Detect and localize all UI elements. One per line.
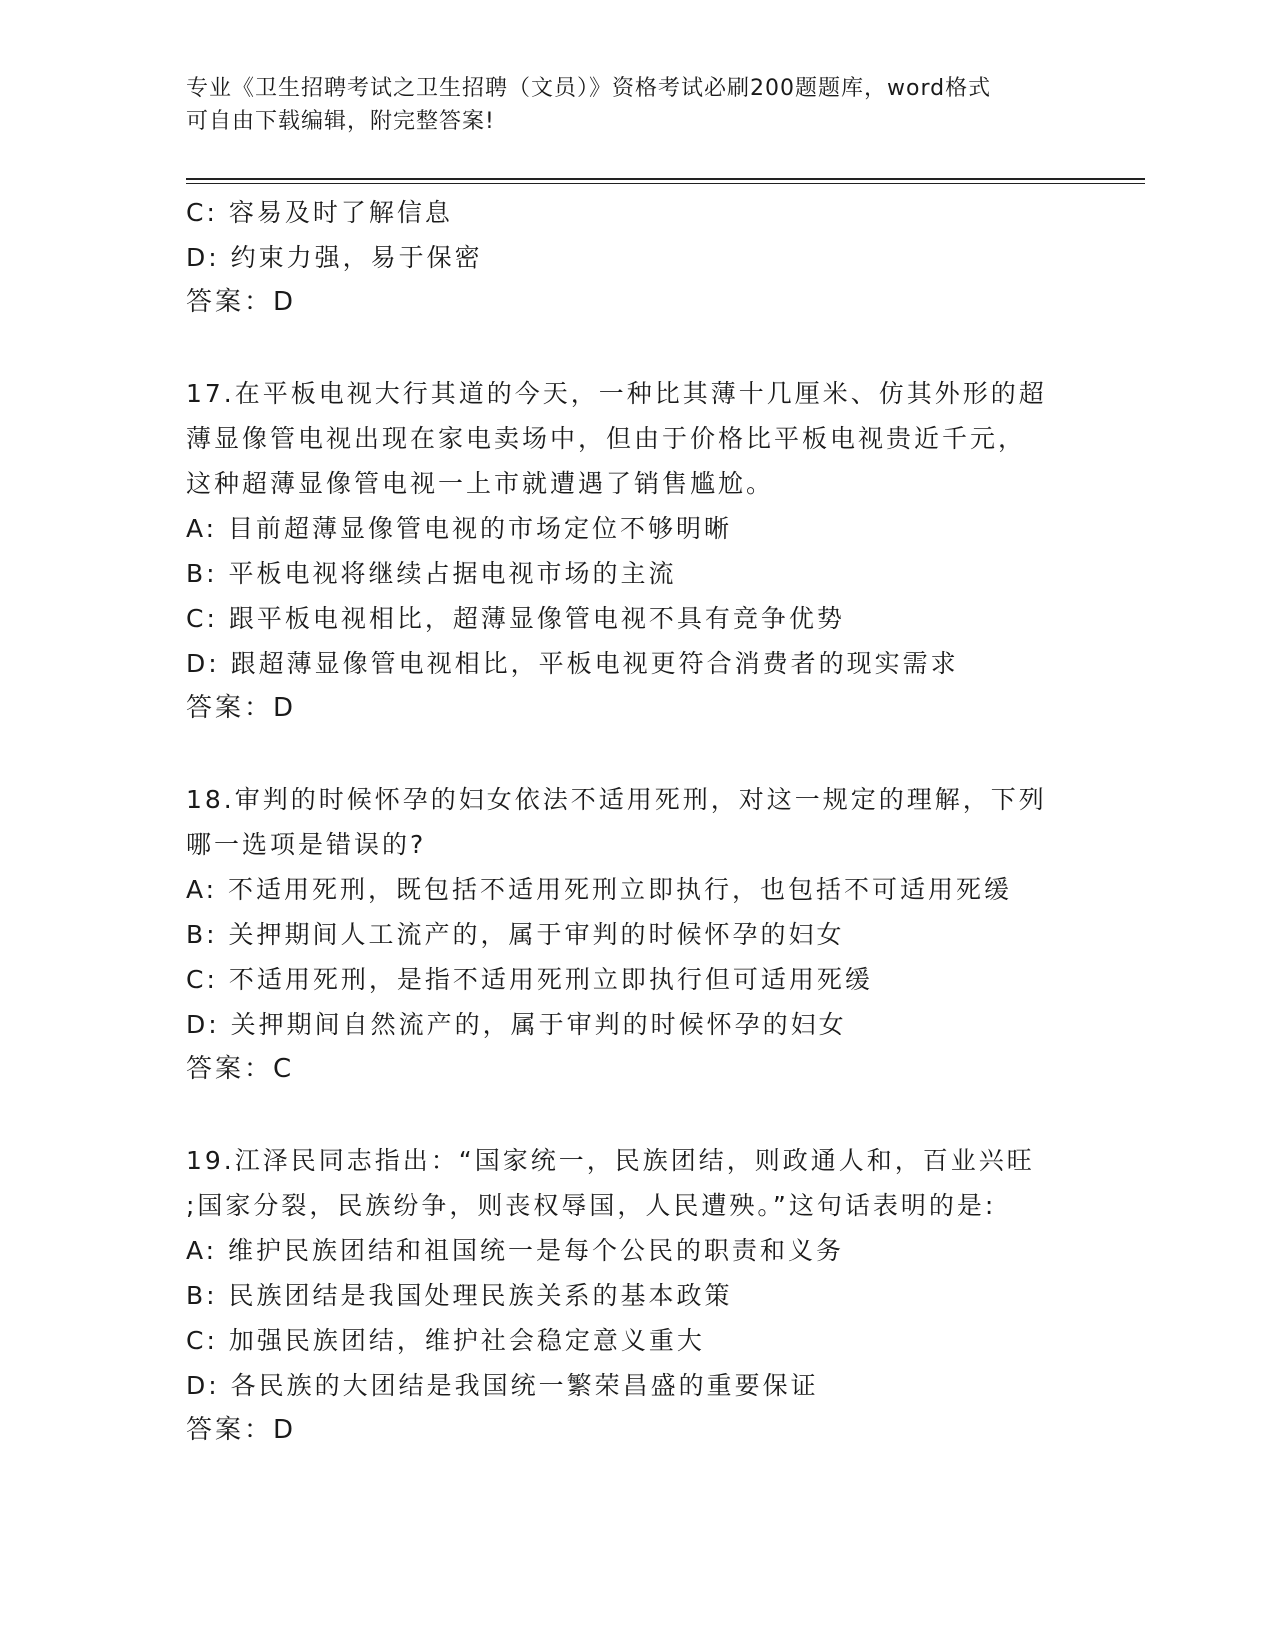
page-header bbox=[186, 72, 1086, 138]
option-b: B: 平板电视将继续占据电视市场的主流 bbox=[186, 559, 677, 588]
answer-line: 答案：D bbox=[186, 1415, 297, 1445]
header-line-1: 专业《卫生招聘考试之卫生招聘（文员）》资格考试必刷200题题库，word格式 bbox=[186, 76, 992, 101]
option-d: D: 关押期间自然流产的，属于审判的时候怀孕的妇女 bbox=[186, 1010, 847, 1039]
option-c: C: 加强民族团结，维护社会稳定意义重大 bbox=[186, 1326, 705, 1355]
option-d: D: 约束力强，易于保密 bbox=[186, 243, 483, 272]
question-text-line: 19.江泽民同志指出：“国家统一，民族团结，则政通人和，百业兴旺 bbox=[186, 1146, 1035, 1175]
option-b: B: 民族团结是我国处理民族关系的基本政策 bbox=[186, 1281, 733, 1310]
header-divider bbox=[186, 178, 1145, 180]
option-a: A: 目前超薄显像管电视的市场定位不够明晰 bbox=[186, 514, 733, 543]
question-text-line: 18.审判的时候怀孕的妇女依法不适用死刑，对这一规定的理解，下列 bbox=[186, 785, 1047, 814]
question-18 bbox=[186, 777, 1066, 1092]
option-c: C: 不适用死刑，是指不适用死刑立即执行但可适用死缓 bbox=[186, 965, 873, 994]
question-17 bbox=[186, 371, 1066, 731]
option-a: A: 不适用死刑，既包括不适用死刑立即执行，也包括不可适用死缓 bbox=[186, 875, 1013, 904]
header-line-2: 可自由下载编辑，附完整答案! bbox=[186, 109, 495, 134]
question-text-line: 哪一选项是错误的? bbox=[186, 830, 427, 859]
answer-line: 答案：D bbox=[186, 693, 297, 723]
option-d: D: 各民族的大团结是我国统一繁荣昌盛的重要保证 bbox=[186, 1371, 819, 1400]
option-d: D: 跟超薄显像管电视相比，平板电视更符合消费者的现实需求 bbox=[186, 649, 959, 678]
option-b: B: 关押期间人工流产的，属于审判的时候怀孕的妇女 bbox=[186, 920, 845, 949]
carryover-question bbox=[186, 190, 1126, 325]
question-text-line: 薄显像管电视出现在家电卖场中，但由于价格比平板电视贵近千元， bbox=[186, 424, 1027, 453]
option-a: A: 维护民族团结和祖国统一是每个公民的职责和义务 bbox=[186, 1236, 845, 1265]
document-body bbox=[186, 190, 1126, 1453]
question-19 bbox=[186, 1138, 1066, 1453]
question-text-line: 17.在平板电视大行其道的今天，一种比其薄十几厘米、仿其外形的超 bbox=[186, 379, 1047, 408]
question-text-line: ;国家分裂，民族纷争，则丧权辱国，人民遭殃。”这句话表明的是: bbox=[186, 1191, 997, 1220]
header-divider-thin bbox=[186, 183, 1145, 184]
option-c: C: 跟平板电视相比，超薄显像管电视不具有竞争优势 bbox=[186, 604, 845, 633]
option-c: C: 容易及时了解信息 bbox=[186, 198, 453, 227]
answer-line: 答案：D bbox=[186, 287, 297, 317]
question-text-line: 这种超薄显像管电视一上市就遭遇了销售尴尬。 bbox=[186, 469, 775, 498]
answer-line: 答案：C bbox=[186, 1054, 295, 1084]
